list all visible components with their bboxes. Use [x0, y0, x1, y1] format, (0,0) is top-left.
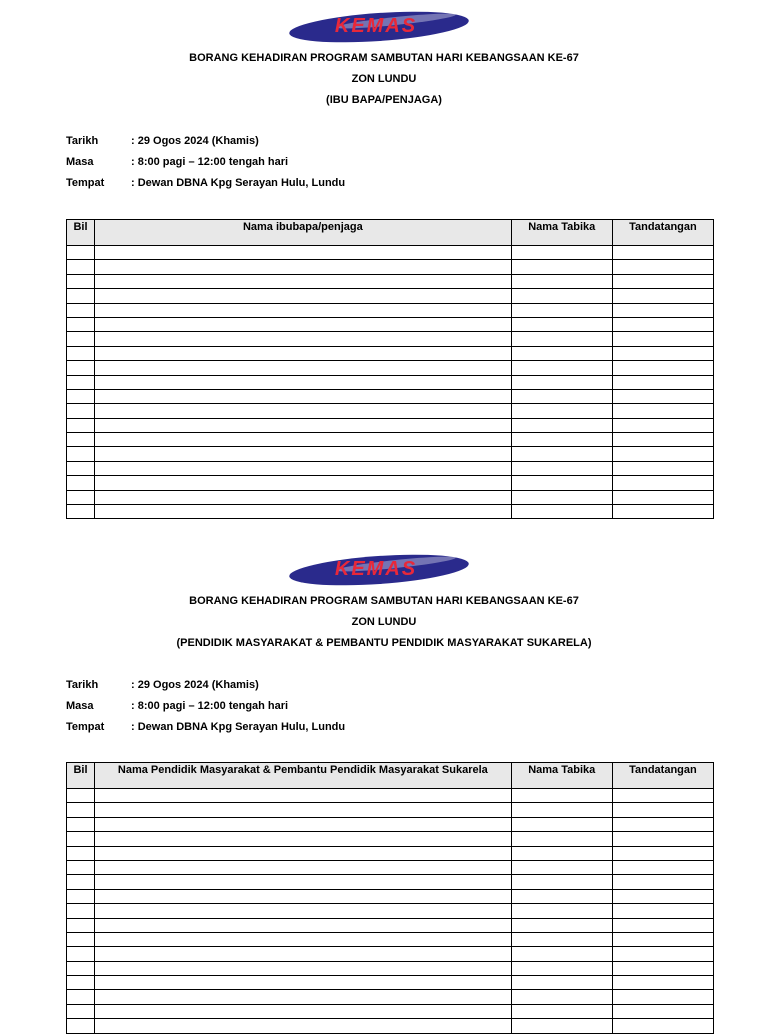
table-row: [67, 317, 714, 331]
cell-kindergarten[interactable]: [511, 260, 612, 274]
cell-number[interactable]: [67, 317, 95, 331]
cell-signature[interactable]: [612, 433, 713, 447]
cell-kindergarten[interactable]: [511, 932, 612, 946]
table-row: [67, 361, 714, 375]
form-audience: (IBU BAPA/PENJAGA): [326, 94, 442, 106]
cell-name[interactable]: [95, 332, 512, 346]
cell-signature[interactable]: [612, 332, 713, 346]
cell-name[interactable]: [95, 803, 512, 817]
table-row: [67, 375, 714, 389]
cell-signature[interactable]: [612, 932, 713, 946]
date-value: : 29 Ogos 2024 (Khamis): [131, 679, 259, 691]
cell-kindergarten[interactable]: [511, 274, 612, 288]
table-row: [67, 1004, 714, 1018]
table-row: [67, 832, 714, 846]
table-row: [67, 447, 714, 461]
cell-signature[interactable]: [612, 846, 713, 860]
cell-kindergarten[interactable]: [511, 289, 612, 303]
cell-number[interactable]: [67, 476, 95, 490]
cell-number[interactable]: [67, 789, 95, 803]
cell-number[interactable]: [67, 332, 95, 346]
cell-kindergarten[interactable]: [511, 789, 612, 803]
cell-name[interactable]: [95, 947, 512, 961]
time-row: [66, 696, 706, 717]
cell-signature[interactable]: [612, 246, 713, 260]
table-row: [67, 246, 714, 260]
cell-kindergarten[interactable]: [511, 346, 612, 360]
time-label: Masa: [66, 700, 94, 712]
cell-signature[interactable]: [612, 904, 713, 918]
table-row: [67, 461, 714, 475]
cell-number[interactable]: [67, 246, 95, 260]
cell-kindergarten[interactable]: [511, 976, 612, 990]
cell-signature[interactable]: [612, 889, 713, 903]
table-row: [67, 817, 714, 831]
cell-kindergarten[interactable]: [511, 375, 612, 389]
cell-kindergarten[interactable]: [511, 904, 612, 918]
cell-signature[interactable]: [612, 260, 713, 274]
cell-kindergarten[interactable]: [511, 860, 612, 874]
cell-signature[interactable]: [612, 375, 713, 389]
cell-name[interactable]: [95, 361, 512, 375]
cell-signature[interactable]: [612, 860, 713, 874]
attendance-table: [66, 219, 714, 519]
table-row: [67, 433, 714, 447]
table-row: [67, 961, 714, 975]
date-value: : 29 Ogos 2024 (Khamis): [131, 135, 259, 147]
cell-kindergarten[interactable]: [511, 918, 612, 932]
cell-name[interactable]: [95, 447, 512, 461]
cell-number[interactable]: [67, 375, 95, 389]
cell-kindergarten[interactable]: [511, 832, 612, 846]
cell-number[interactable]: [67, 817, 95, 831]
table-row: [67, 404, 714, 418]
cell-number[interactable]: [67, 303, 95, 317]
cell-kindergarten[interactable]: [511, 303, 612, 317]
cell-signature[interactable]: [612, 832, 713, 846]
cell-signature[interactable]: [612, 947, 713, 961]
cell-name[interactable]: [95, 303, 512, 317]
cell-name[interactable]: [95, 289, 512, 303]
table-row: [67, 332, 714, 346]
cell-kindergarten[interactable]: [511, 332, 612, 346]
cell-number[interactable]: [67, 418, 95, 432]
cell-name[interactable]: [95, 976, 512, 990]
table-row: [67, 947, 714, 961]
date-row: [66, 131, 706, 152]
cell-name[interactable]: [95, 832, 512, 846]
cell-signature[interactable]: [612, 447, 713, 461]
cell-name[interactable]: [95, 889, 512, 903]
cell-kindergarten[interactable]: [511, 889, 612, 903]
venue-row: [66, 717, 706, 738]
venue-value: : Dewan DBNA Kpg Serayan Hulu, Lundu: [131, 721, 346, 733]
cell-number[interactable]: [67, 274, 95, 288]
cell-kindergarten[interactable]: [511, 846, 612, 860]
cell-number[interactable]: [67, 904, 95, 918]
cell-signature[interactable]: [612, 490, 713, 504]
cell-name[interactable]: [95, 990, 512, 1004]
table-row: [67, 274, 714, 288]
column-header-signature: Tandatangan: [612, 763, 713, 789]
cell-number[interactable]: [67, 389, 95, 403]
attendance-table: [66, 762, 714, 1034]
cell-kindergarten[interactable]: [511, 990, 612, 1004]
cell-number[interactable]: [67, 803, 95, 817]
cell-name[interactable]: [95, 433, 512, 447]
cell-number[interactable]: [67, 289, 95, 303]
cell-signature[interactable]: [612, 361, 713, 375]
cell-kindergarten[interactable]: [511, 461, 612, 475]
cell-signature[interactable]: [612, 1019, 713, 1033]
cell-number[interactable]: [67, 875, 95, 889]
cell-signature[interactable]: [612, 418, 713, 432]
cell-signature[interactable]: [612, 976, 713, 990]
time-value: : 8:00 pagi – 12:00 tengah hari: [131, 156, 289, 168]
cell-name[interactable]: [95, 461, 512, 475]
cell-number[interactable]: [67, 433, 95, 447]
table-row: [67, 505, 714, 519]
cell-signature[interactable]: [612, 875, 713, 889]
cell-kindergarten[interactable]: [511, 317, 612, 331]
cell-signature[interactable]: [612, 990, 713, 1004]
table-row: [67, 875, 714, 889]
cell-kindergarten[interactable]: [511, 389, 612, 403]
cell-kindergarten[interactable]: [511, 476, 612, 490]
cell-number[interactable]: [67, 846, 95, 860]
cell-kindergarten[interactable]: [511, 875, 612, 889]
cell-kindergarten[interactable]: [511, 404, 612, 418]
cell-signature[interactable]: [612, 817, 713, 831]
table-row: [67, 303, 714, 317]
cell-kindergarten[interactable]: [511, 246, 612, 260]
table-row: [67, 476, 714, 490]
cell-number[interactable]: [67, 918, 95, 932]
cell-name[interactable]: [95, 904, 512, 918]
cell-number[interactable]: [67, 947, 95, 961]
cell-signature[interactable]: [612, 803, 713, 817]
cell-name[interactable]: [95, 346, 512, 360]
cell-number[interactable]: [67, 961, 95, 975]
cell-name[interactable]: [95, 260, 512, 274]
cell-signature[interactable]: [612, 289, 713, 303]
cell-kindergarten[interactable]: [511, 490, 612, 504]
cell-number[interactable]: [67, 404, 95, 418]
cell-name[interactable]: [95, 1004, 512, 1018]
table-row: [67, 418, 714, 432]
date-label: Tarikh: [66, 135, 99, 147]
cell-number[interactable]: [67, 1004, 95, 1018]
venue-label: Tempat: [66, 721, 105, 733]
venue-label: Tempat: [66, 177, 105, 189]
cell-name[interactable]: [95, 418, 512, 432]
table-row: [67, 976, 714, 990]
form-audience: (PENDIDIK MASYARAKAT & PEMBANTU PENDIDIK MASYARAKAT SUKARELA): [176, 637, 592, 649]
time-value: : 8:00 pagi – 12:00 tengah hari: [131, 700, 289, 712]
table-row: [67, 904, 714, 918]
column-header-number: Bil: [67, 763, 95, 789]
cell-signature[interactable]: [612, 317, 713, 331]
cell-number[interactable]: [67, 932, 95, 946]
cell-number[interactable]: [67, 505, 95, 519]
table-row: [67, 260, 714, 274]
cell-name[interactable]: [95, 404, 512, 418]
table-row: [67, 789, 714, 803]
time-label: Masa: [66, 156, 94, 168]
cell-name[interactable]: [95, 1019, 512, 1033]
cell-name[interactable]: [95, 789, 512, 803]
cell-signature[interactable]: [612, 789, 713, 803]
cell-number[interactable]: [67, 1019, 95, 1033]
cell-name[interactable]: [95, 875, 512, 889]
kemas-logo: [288, 11, 470, 43]
cell-kindergarten[interactable]: [511, 418, 612, 432]
kemas-logo: [288, 554, 470, 586]
table-row: [67, 932, 714, 946]
cell-number[interactable]: [67, 346, 95, 360]
table-row: [67, 346, 714, 360]
column-header-signature: Tandatangan: [612, 220, 713, 246]
table-row: [67, 918, 714, 932]
cell-signature[interactable]: [612, 274, 713, 288]
cell-kindergarten[interactable]: [511, 817, 612, 831]
table-row: [67, 490, 714, 504]
time-row: [66, 152, 706, 173]
date-row: [66, 675, 706, 696]
form-zone: ZON LUNDU: [351, 616, 417, 628]
cell-signature[interactable]: [612, 918, 713, 932]
form-title: BORANG KEHADIRAN PROGRAM SAMBUTAN HARI KEBANGSAAN KE-67: [189, 595, 579, 607]
cell-signature[interactable]: [612, 961, 713, 975]
cell-number[interactable]: [67, 976, 95, 990]
venue-value: : Dewan DBNA Kpg Serayan Hulu, Lundu: [131, 177, 346, 189]
cell-signature[interactable]: [612, 404, 713, 418]
cell-number[interactable]: [67, 490, 95, 504]
cell-name[interactable]: [95, 817, 512, 831]
cell-kindergarten[interactable]: [511, 803, 612, 817]
table-row: [67, 289, 714, 303]
cell-number[interactable]: [67, 990, 95, 1004]
cell-kindergarten[interactable]: [511, 1019, 612, 1033]
table-row: [67, 846, 714, 860]
cell-name[interactable]: [95, 317, 512, 331]
cell-kindergarten[interactable]: [511, 433, 612, 447]
cell-signature[interactable]: [612, 461, 713, 475]
column-header-name: Nama Pendidik Masyarakat & Pembantu Pendidik Masyarakat Sukarela: [95, 763, 512, 789]
form-title: BORANG KEHADIRAN PROGRAM SAMBUTAN HARI KEBANGSAAN KE-67: [189, 52, 579, 64]
cell-signature[interactable]: [612, 303, 713, 317]
cell-name[interactable]: [95, 961, 512, 975]
cell-name[interactable]: [95, 918, 512, 932]
svg-text:KEMAS: KEMAS: [334, 558, 418, 580]
cell-number[interactable]: [67, 889, 95, 903]
cell-kindergarten[interactable]: [511, 1004, 612, 1018]
cell-kindergarten[interactable]: [511, 947, 612, 961]
venue-row: [66, 173, 706, 194]
cell-name[interactable]: [95, 476, 512, 490]
cell-signature[interactable]: [612, 1004, 713, 1018]
column-header-name: Nama ibubapa/penjaga: [95, 220, 512, 246]
cell-signature[interactable]: [612, 389, 713, 403]
cell-number[interactable]: [67, 832, 95, 846]
cell-kindergarten[interactable]: [511, 361, 612, 375]
cell-signature[interactable]: [612, 476, 713, 490]
cell-kindergarten[interactable]: [511, 961, 612, 975]
cell-name[interactable]: [95, 846, 512, 860]
cell-name[interactable]: [95, 505, 512, 519]
cell-kindergarten[interactable]: [511, 447, 612, 461]
column-header-kindergarten: Nama Tabika: [511, 763, 612, 789]
cell-kindergarten[interactable]: [511, 505, 612, 519]
cell-name[interactable]: [95, 490, 512, 504]
table-row: [67, 389, 714, 403]
cell-name[interactable]: [95, 860, 512, 874]
table-row: [67, 1019, 714, 1033]
cell-name[interactable]: [95, 274, 512, 288]
cell-number[interactable]: [67, 860, 95, 874]
table-row: [67, 803, 714, 817]
cell-name[interactable]: [95, 246, 512, 260]
cell-name[interactable]: [95, 389, 512, 403]
column-header-number: Bil: [67, 220, 95, 246]
date-label: Tarikh: [66, 679, 99, 691]
cell-signature[interactable]: [612, 346, 713, 360]
table-row: [67, 889, 714, 903]
cell-number[interactable]: [67, 447, 95, 461]
cell-number[interactable]: [67, 260, 95, 274]
attendance-form-educators: [0, 543, 768, 1024]
svg-text:KEMAS: KEMAS: [334, 15, 418, 37]
cell-name[interactable]: [95, 375, 512, 389]
cell-signature[interactable]: [612, 505, 713, 519]
table-row: [67, 990, 714, 1004]
column-header-kindergarten: Nama Tabika: [511, 220, 612, 246]
form-zone: ZON LUNDU: [351, 73, 417, 85]
cell-number[interactable]: [67, 361, 95, 375]
cell-number[interactable]: [67, 461, 95, 475]
cell-name[interactable]: [95, 932, 512, 946]
table-row: [67, 860, 714, 874]
